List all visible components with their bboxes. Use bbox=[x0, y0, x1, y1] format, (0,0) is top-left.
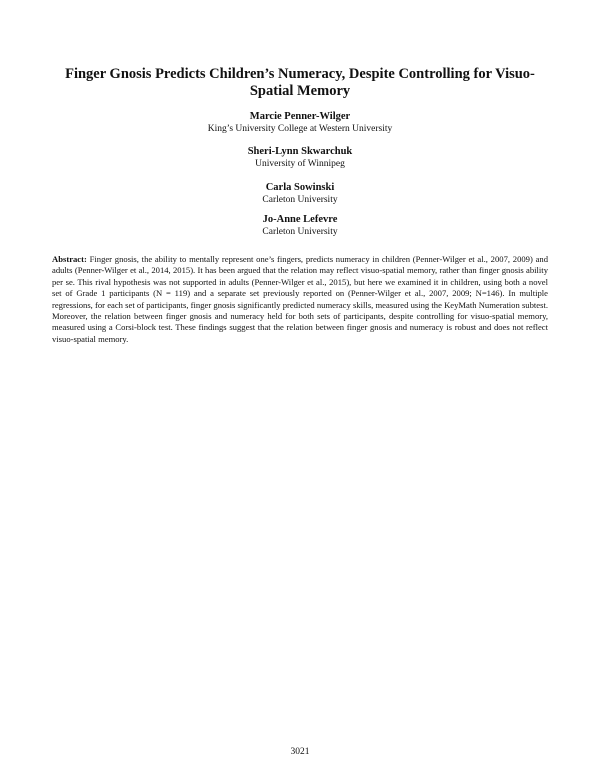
abstract-paragraph bbox=[52, 254, 548, 345]
abstract-text: Finger gnosis, the ability to mentally represent one’s fingers, predicts numeracy in children (Penner-Wilger et al., 2007, 2009) and adults (Penner-Wilger et al., 2014, 2015). It has been argued that the relation may reflect visuo-spatial memory, rather than finger gnosis ability per se. This rival hypothesis was not supported in adults (Penner-Wilger et al., 2015), but here we examined it in children, using both a novel set of Grade 1 participants (N = 119) and a separate set previously reported on (Penner-Wilger et al., 2007, 2009; N=146). In multiple regressions, for each set of participants, finger gnosis significantly predicted numeracy skills, measured using the KeyMath Numeration subtest. Moreover, the relation between finger gnosis and numeracy held for both sets of participants, despite controlling for visuo-spatial memory, measured using a Corsi-block test. These findings suggest that the relation between finger gnosis and numeracy is robust and does not reflect visuo-spatial memory. bbox=[52, 254, 548, 344]
author-block-1 bbox=[100, 110, 500, 135]
author-name: Carla Sowinski bbox=[265, 182, 335, 193]
author-affiliation: Carleton University bbox=[262, 227, 338, 237]
page-number: 3021 bbox=[290, 747, 310, 757]
author-block-4 bbox=[100, 213, 500, 238]
paper-title: Finger Gnosis Predicts Children’s Numeracy, Despite Controlling for Visuo-Spatial Memory bbox=[65, 66, 535, 99]
author-affiliation: King’s University College at Western University bbox=[207, 124, 393, 134]
author-name: Marcie Penner-Wilger bbox=[249, 111, 351, 122]
author-block-2 bbox=[100, 145, 500, 170]
author-block-3 bbox=[100, 181, 500, 206]
author-name: Sheri-Lynn Skwarchuk bbox=[247, 146, 353, 157]
author-affiliation: Carleton University bbox=[262, 195, 338, 205]
author-affiliation: University of Winnipeg bbox=[255, 159, 345, 169]
author-name: Jo-Anne Lefevre bbox=[262, 214, 338, 225]
abstract-label: Abstract: bbox=[52, 254, 87, 264]
